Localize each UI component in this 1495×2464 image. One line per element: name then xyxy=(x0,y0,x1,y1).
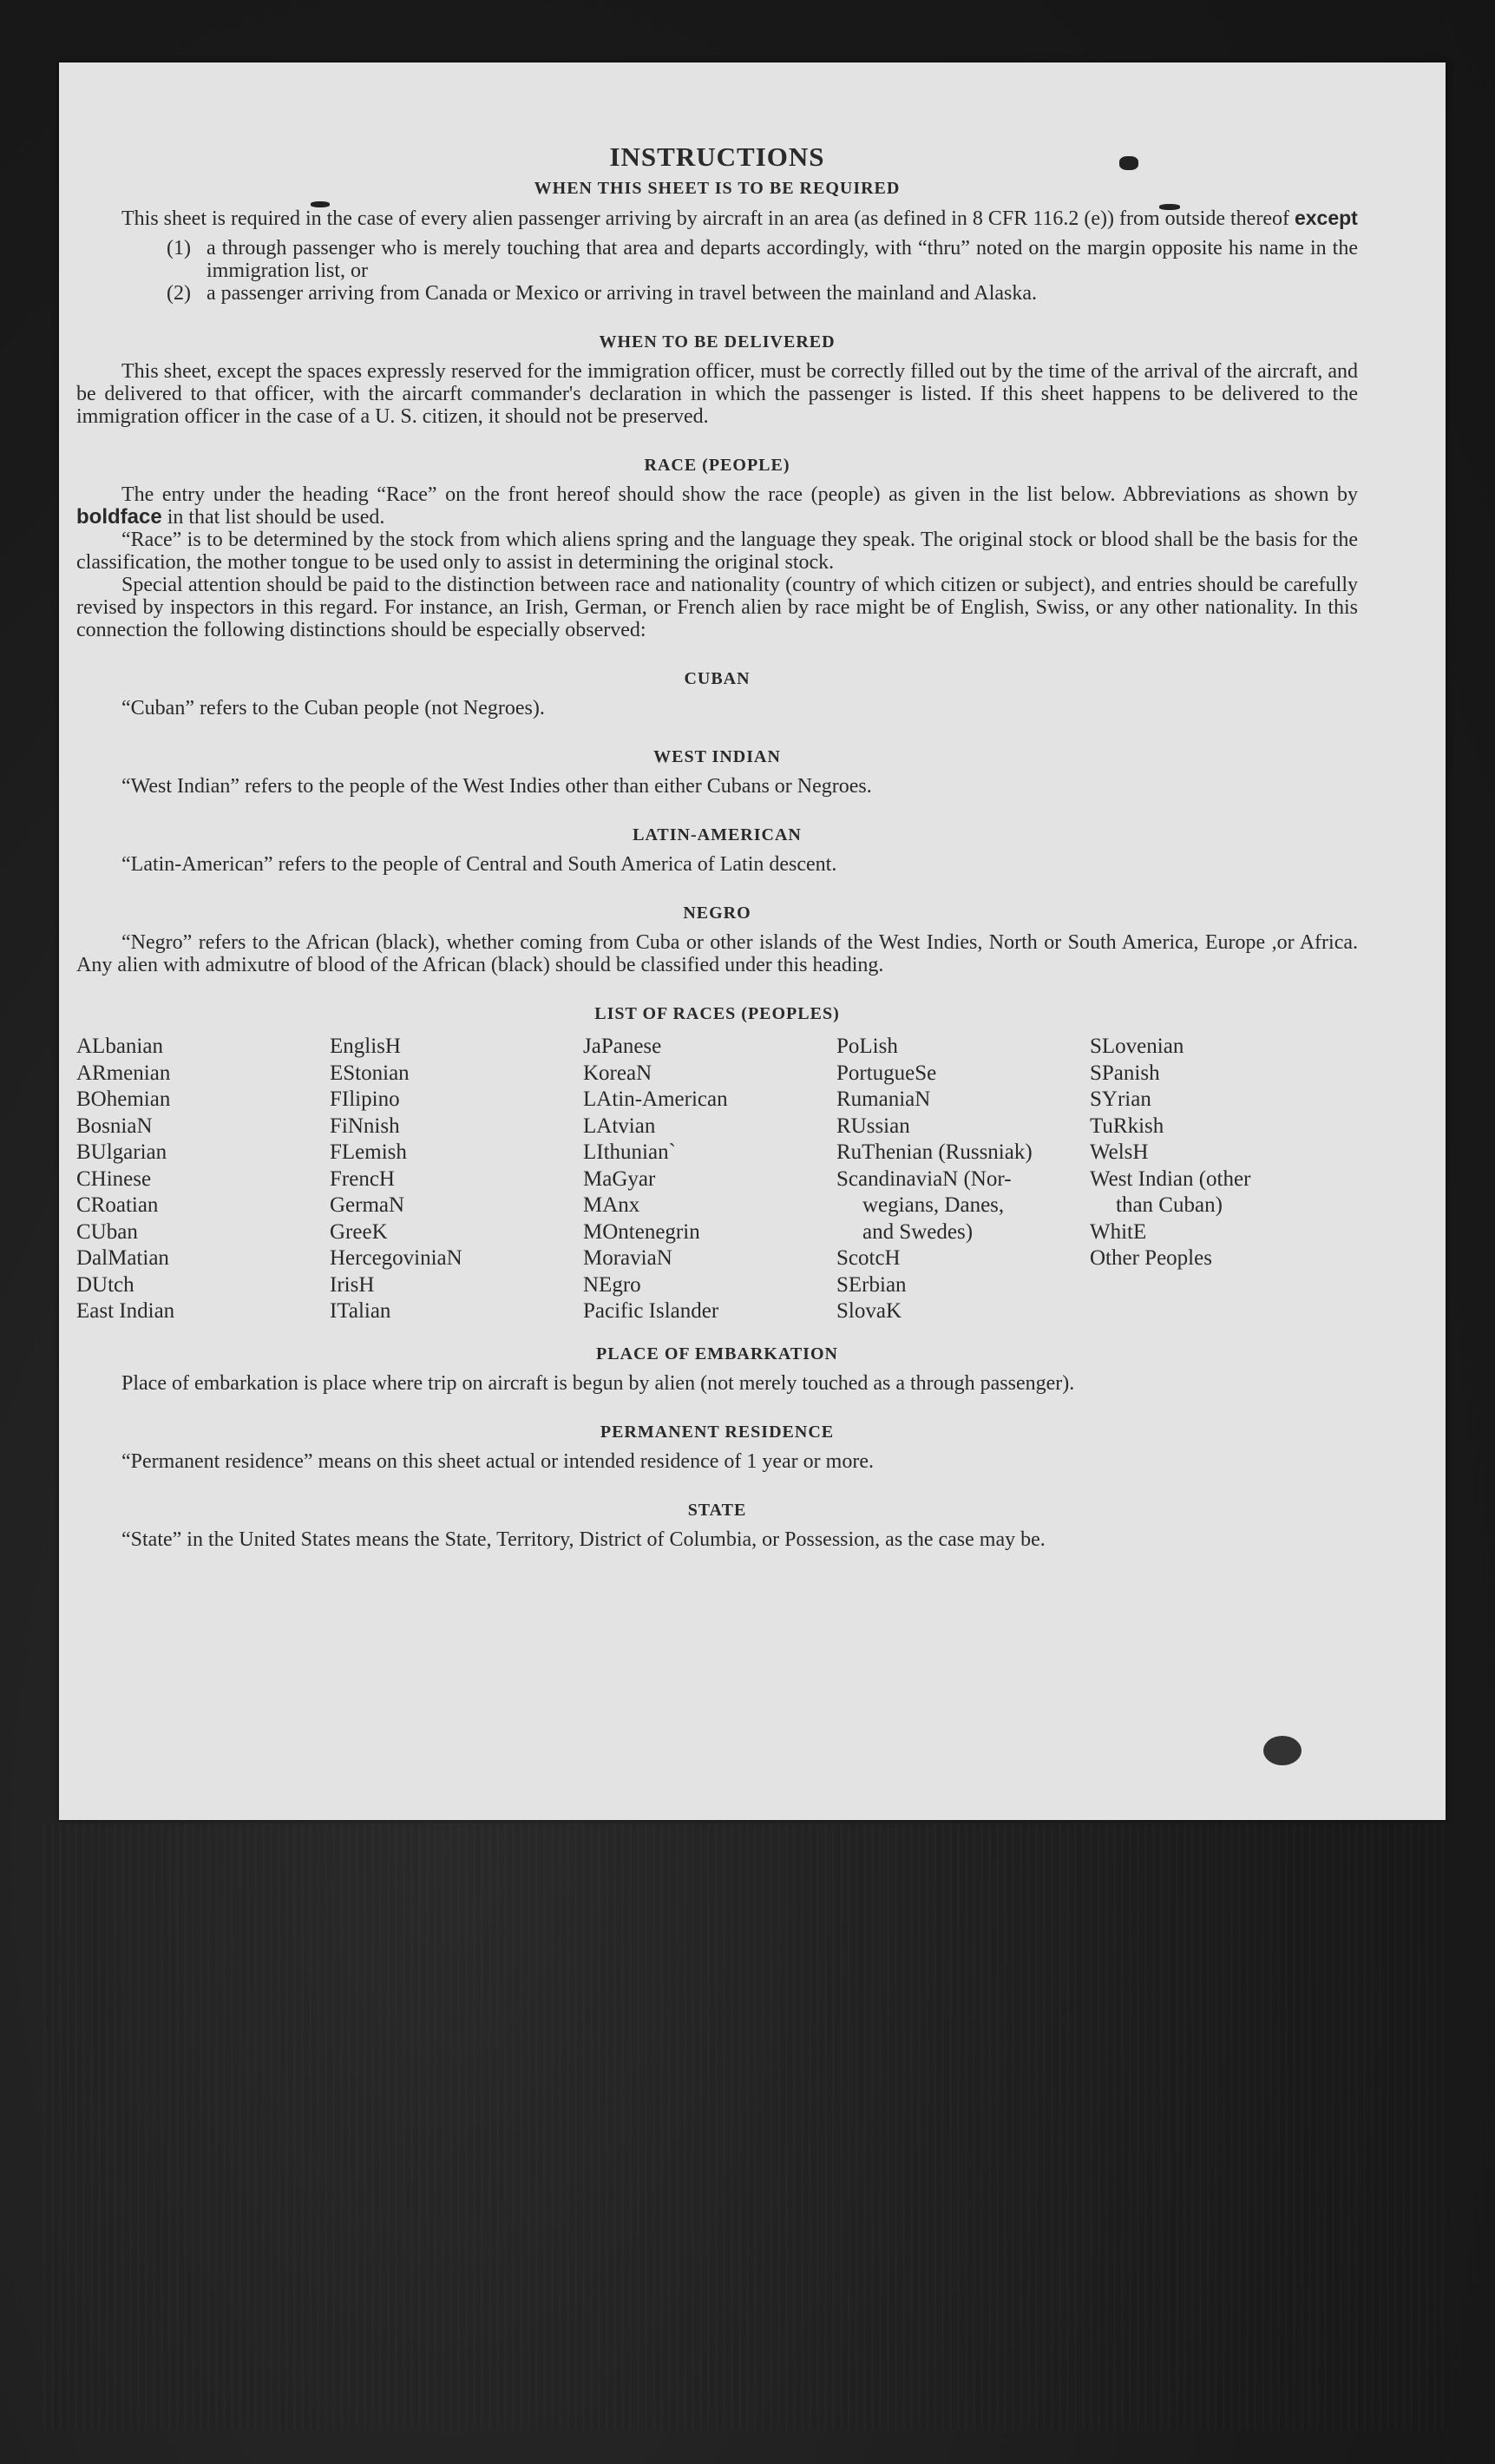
race-item: DUtch xyxy=(76,1272,134,1297)
section-heading-race: RACE (PEOPLE) xyxy=(644,456,790,475)
section-heading-list-of-races: LIST OF RACES (PEOPLES) xyxy=(594,1004,840,1023)
embarkation-text: Place of embarkation is place where trip on aircraft is begun by alien (not merely touched as a through passenger). xyxy=(121,1371,1075,1395)
state-text: “State” in the United States means the State, Territory, District of Columbia, or Possession, as the case may be. xyxy=(121,1528,1046,1551)
required-intro-text: This sheet is required in the case of every alien passenger arriving by aircraft in an area (as defined in 8 CFR 116.2 (e)) from outside thereof xyxy=(121,207,1295,230)
races-column-1 xyxy=(76,1034,330,1325)
race-item: LIthunian` xyxy=(583,1140,676,1164)
race-item: PoLish xyxy=(836,1035,898,1058)
races-column-2 xyxy=(330,1034,583,1325)
race-item: MAnx xyxy=(583,1193,640,1217)
race-paragraph-2: “Race” is to be determined by the stock from which aliens spring and the language they speak. The original stock or blood shall be the basis for the classification, the mother tongue to be used only to assist in determining the original stock. xyxy=(76,529,1358,574)
race-item: ITalian xyxy=(330,1299,391,1323)
race-item: SLovenian xyxy=(1090,1035,1184,1058)
section-heading-delivered: WHEN TO BE DELIVERED xyxy=(599,332,836,352)
except-bold: except xyxy=(1294,207,1358,229)
race-item: BosniaN xyxy=(76,1114,153,1138)
race-item-continued: than Cuban) xyxy=(1116,1193,1223,1217)
race-item: SYrian xyxy=(1090,1087,1151,1111)
section-heading-embarkation: PLACE OF EMBARKATION xyxy=(596,1344,838,1363)
race-item: PortugueSe xyxy=(836,1061,937,1085)
section-heading-required: WHEN THIS SHEET IS TO BE REQUIRED xyxy=(534,179,901,198)
race-item: MoraviaN xyxy=(583,1246,672,1270)
section-heading-latin-american: LATIN-AMERICAN xyxy=(633,825,802,844)
race-item: FIlipino xyxy=(330,1087,400,1111)
item-number: (1) xyxy=(167,237,191,260)
race-item: SErbian xyxy=(836,1272,907,1297)
race-item: Pacific Islander xyxy=(583,1299,719,1323)
race-p1-text-end: in that list should be used. xyxy=(161,506,385,529)
race-item: LAtvian xyxy=(583,1114,656,1138)
race-item: JaPanese xyxy=(583,1035,662,1058)
required-intro xyxy=(76,207,1358,230)
race-item: BOhemian xyxy=(76,1087,171,1111)
race-item: LAtin-American xyxy=(583,1087,728,1111)
scan-margin-texture xyxy=(43,1823,1449,2430)
cuban-text: “Cuban” refers to the Cuban people (not Negroes). xyxy=(121,697,545,719)
race-paragraph-1 xyxy=(76,483,1358,529)
race-item: GermaN xyxy=(330,1193,405,1217)
exception-item-2 xyxy=(76,282,1358,305)
race-item: CHinese xyxy=(76,1166,152,1191)
race-item: BUlgarian xyxy=(76,1140,167,1164)
race-item: ScandinaviaN (Nor- xyxy=(836,1166,1012,1191)
section-heading-negro: NEGRO xyxy=(683,903,751,923)
section-heading-west-indian: WEST INDIAN xyxy=(653,747,781,766)
document-sheet xyxy=(59,62,1446,1820)
delivered-text: This sheet, except the spaces expressly reserved for the immigration officer, must be correctly filled out by the time of the arrival of the aircraft, and be delivered to that officer, with the aircarft commander's declaration in which the passenger is listed. If this sheet happens to be delivered to the immigration officer in the case of a U. S. citizen, it should not be preserved. xyxy=(76,360,1358,428)
race-item: ALbanian xyxy=(76,1035,163,1058)
race-item: EStonian xyxy=(330,1061,410,1085)
negro-text: “Negro” refers to the African (black), whether coming from Cuba or other islands of the West Indies, North or South America, Europe ,or Africa. Any alien with admixutre of blood of the African (black) should be classified under this heading. xyxy=(76,931,1358,976)
union-label-stamp xyxy=(1263,1736,1302,1765)
section-heading-permanent-residence: PERMANENT RESIDENCE xyxy=(600,1422,835,1442)
race-item: RUssian xyxy=(836,1114,910,1138)
race-item: West Indian (other xyxy=(1090,1166,1251,1191)
race-item: TuRkish xyxy=(1090,1114,1164,1138)
west-indian-text: “West Indian” refers to the people of the West Indies other than either Cubans or Negroes. xyxy=(121,775,872,798)
race-item: RumaniaN xyxy=(836,1087,931,1111)
races-column-5 xyxy=(1090,1034,1343,1325)
race-item-continued: wegians, Danes, xyxy=(862,1193,1005,1217)
race-item: ARmenian xyxy=(76,1061,171,1085)
race-item: EnglisH xyxy=(330,1035,401,1058)
race-item: IrisH xyxy=(330,1272,375,1297)
race-item: MOntenegrin xyxy=(583,1219,700,1244)
section-heading-state: STATE xyxy=(687,1500,747,1520)
race-item: KoreaN xyxy=(583,1061,652,1085)
instructions-body xyxy=(76,142,1358,1551)
race-item: WelsH xyxy=(1090,1140,1149,1164)
race-p1-text: The entry under the heading “Race” on the front hereof should show the race (people) as given in the list below. Abbreviations as shown by xyxy=(121,483,1358,506)
section-heading-cuban: CUBAN xyxy=(684,669,751,688)
page-title: INSTRUCTIONS xyxy=(609,141,825,172)
race-item: SPanish xyxy=(1090,1061,1160,1085)
race-item: SlovaK xyxy=(836,1299,902,1323)
race-item: HercegoviniaN xyxy=(330,1246,462,1270)
race-item-continued: and Swedes) xyxy=(862,1219,974,1244)
race-item: East Indian xyxy=(76,1299,175,1323)
item-text: a through passenger who is merely touching that area and departs accordingly, with “thru” noted on the margin opposite his name in the immigration list, or xyxy=(207,237,1358,282)
item-number: (2) xyxy=(167,282,191,305)
races-list xyxy=(76,1034,1358,1325)
race-item: WhitE xyxy=(1090,1219,1147,1244)
race-item: CUban xyxy=(76,1219,138,1244)
latin-american-text: “Latin-American” refers to the people of Central and South America of Latin descent. xyxy=(121,853,837,876)
races-column-4 xyxy=(836,1034,1090,1325)
race-item: FrencH xyxy=(330,1166,395,1191)
race-item: MaGyar xyxy=(583,1166,656,1191)
race-item: GreeK xyxy=(330,1219,388,1244)
race-item: FiNnish xyxy=(330,1114,400,1138)
item-text: a passenger arriving from Canada or Mexico or arriving in travel between the mainland and Alaska. xyxy=(207,282,1037,305)
races-column-3 xyxy=(583,1034,836,1325)
race-item: Other Peoples xyxy=(1090,1246,1212,1270)
race-item: FLemish xyxy=(330,1140,407,1164)
race-item: RuThenian (Russniak) xyxy=(836,1140,1033,1164)
boldface-bold: boldface xyxy=(76,505,162,529)
race-item: DalMatian xyxy=(76,1246,169,1270)
permanent-residence-text: “Permanent residence” means on this sheet actual or intended residence of 1 year or more. xyxy=(121,1449,874,1473)
race-item: ScotcH xyxy=(836,1246,901,1270)
race-paragraph-3: Special attention should be paid to the distinction between race and nationality (country of which citizen or subject), and entries should be carefully revised by inspectors in this regard. For instance, an Irish, German, or French alien by race might be of English, Swiss, or any other nationality. In this connection the following distinctions should be especially observed: xyxy=(76,574,1358,641)
exception-item-1 xyxy=(76,237,1358,282)
race-item: CRoatian xyxy=(76,1193,159,1217)
race-item: NEgro xyxy=(583,1272,641,1297)
